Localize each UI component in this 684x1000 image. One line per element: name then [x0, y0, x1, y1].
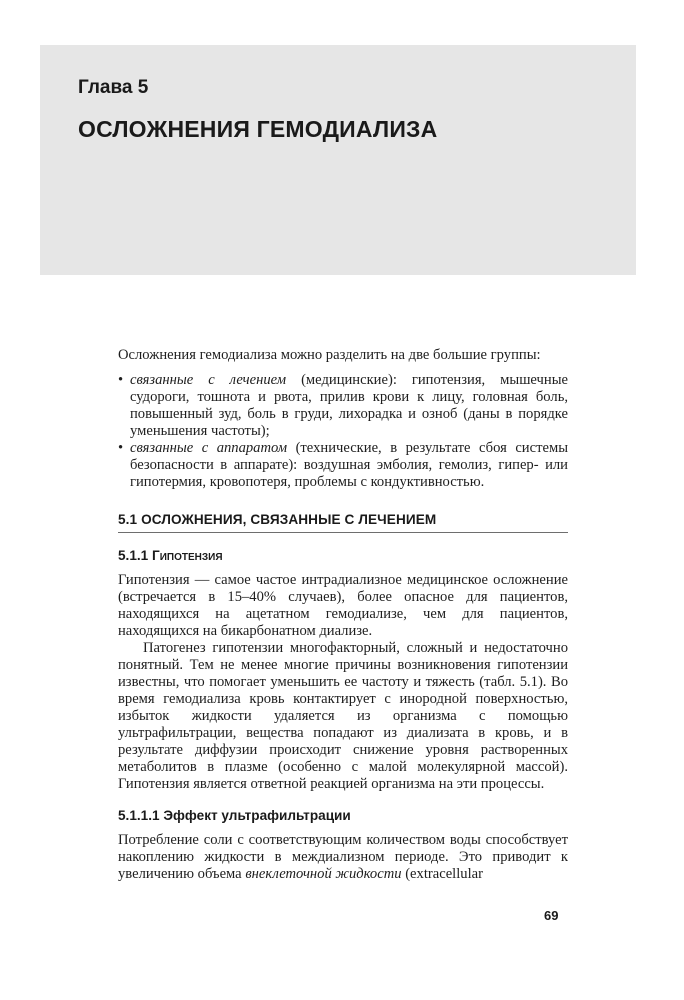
section-heading-5-1: 5.1 ОСЛОЖНЕНИЯ, СВЯЗАННЫЕ С ЛЕЧЕНИЕМ [118, 511, 568, 533]
section-number: 5.1.1 [118, 548, 153, 563]
body-paragraph: Патогенез гипотензии многофакторный, сложный и недостаточно понятный. Тем не менее многие причины возникновения гипотензии известны, что помогает уменьшить ее частоту и тяжесть (табл. 5.1). Во время гемодиализа кровь контактирует с инородной поверхностью, избыток жидкости удаляется из организма с помощью ультрафильтрации, вещества попадают из диализата в кровь, и в результате диффузии происходит снижение уровня растворенных метаболитов в плазме (особенно с малой молекулярной массой). Гипотензия является ответной реакцией организма на эти процессы. [118, 640, 568, 792]
bullet-icon: • [118, 372, 124, 388]
complication-groups-list [118, 372, 568, 491]
page-number: 69 [544, 908, 559, 923]
list-item-text: (технические, в результате сбоя системы безопасности в аппарате): воздушная эмболия, гемолиз, гипер- или гипотермия, кровопотеря, проблемы с кондуктивностью. [130, 440, 568, 490]
section-heading-5-1-1 [118, 547, 568, 564]
intro-paragraph: Осложнения гемодиализа можно разделить на две большие группы: [118, 347, 541, 363]
list-item [118, 440, 568, 491]
chapter-title: ОСЛОЖНЕНИЯ ГЕМОДИАЛИЗА [78, 116, 438, 142]
chapter-label: Глава 5 [78, 77, 149, 98]
body-paragraph: Гипотензия — самое частое интрадиализное медицинское осложнение (встречается в 15–40% случаев), более опасное для пациентов, находящихся на ацетатном гемодиализе, чем для пациентов, находящихся на бикарбонатном диализе. [118, 572, 568, 639]
section-heading-5-1-1-1: 5.1.1.1 Эффект ультрафильтрации [118, 808, 351, 823]
bullet-icon: • [118, 440, 124, 456]
list-item-text: (медицинские): гипотензия, мышечные судороги, тошнота и рвота, прилив крови к лицу, головная боль, повышенный зуд, боль в груди, лихорадка и озноб (даны в порядке уменьшения частоты); [130, 372, 568, 439]
page-content [118, 347, 568, 883]
body-paragraph [118, 832, 568, 883]
list-item-term: связанные с аппаратом [130, 440, 288, 456]
list-item [118, 372, 568, 440]
paragraph-text: Потребление соли с соответствующим количеством воды способствует накоплению жидкости в междиализном периоде. Это приводит к увеличению объема [118, 832, 568, 882]
paragraph-term: внеклеточной жидкости [245, 866, 402, 882]
paragraph-text: (extracellular [401, 866, 483, 882]
section-title: Гипотензия [152, 548, 223, 563]
list-item-term: связанные с лечением [130, 372, 287, 388]
